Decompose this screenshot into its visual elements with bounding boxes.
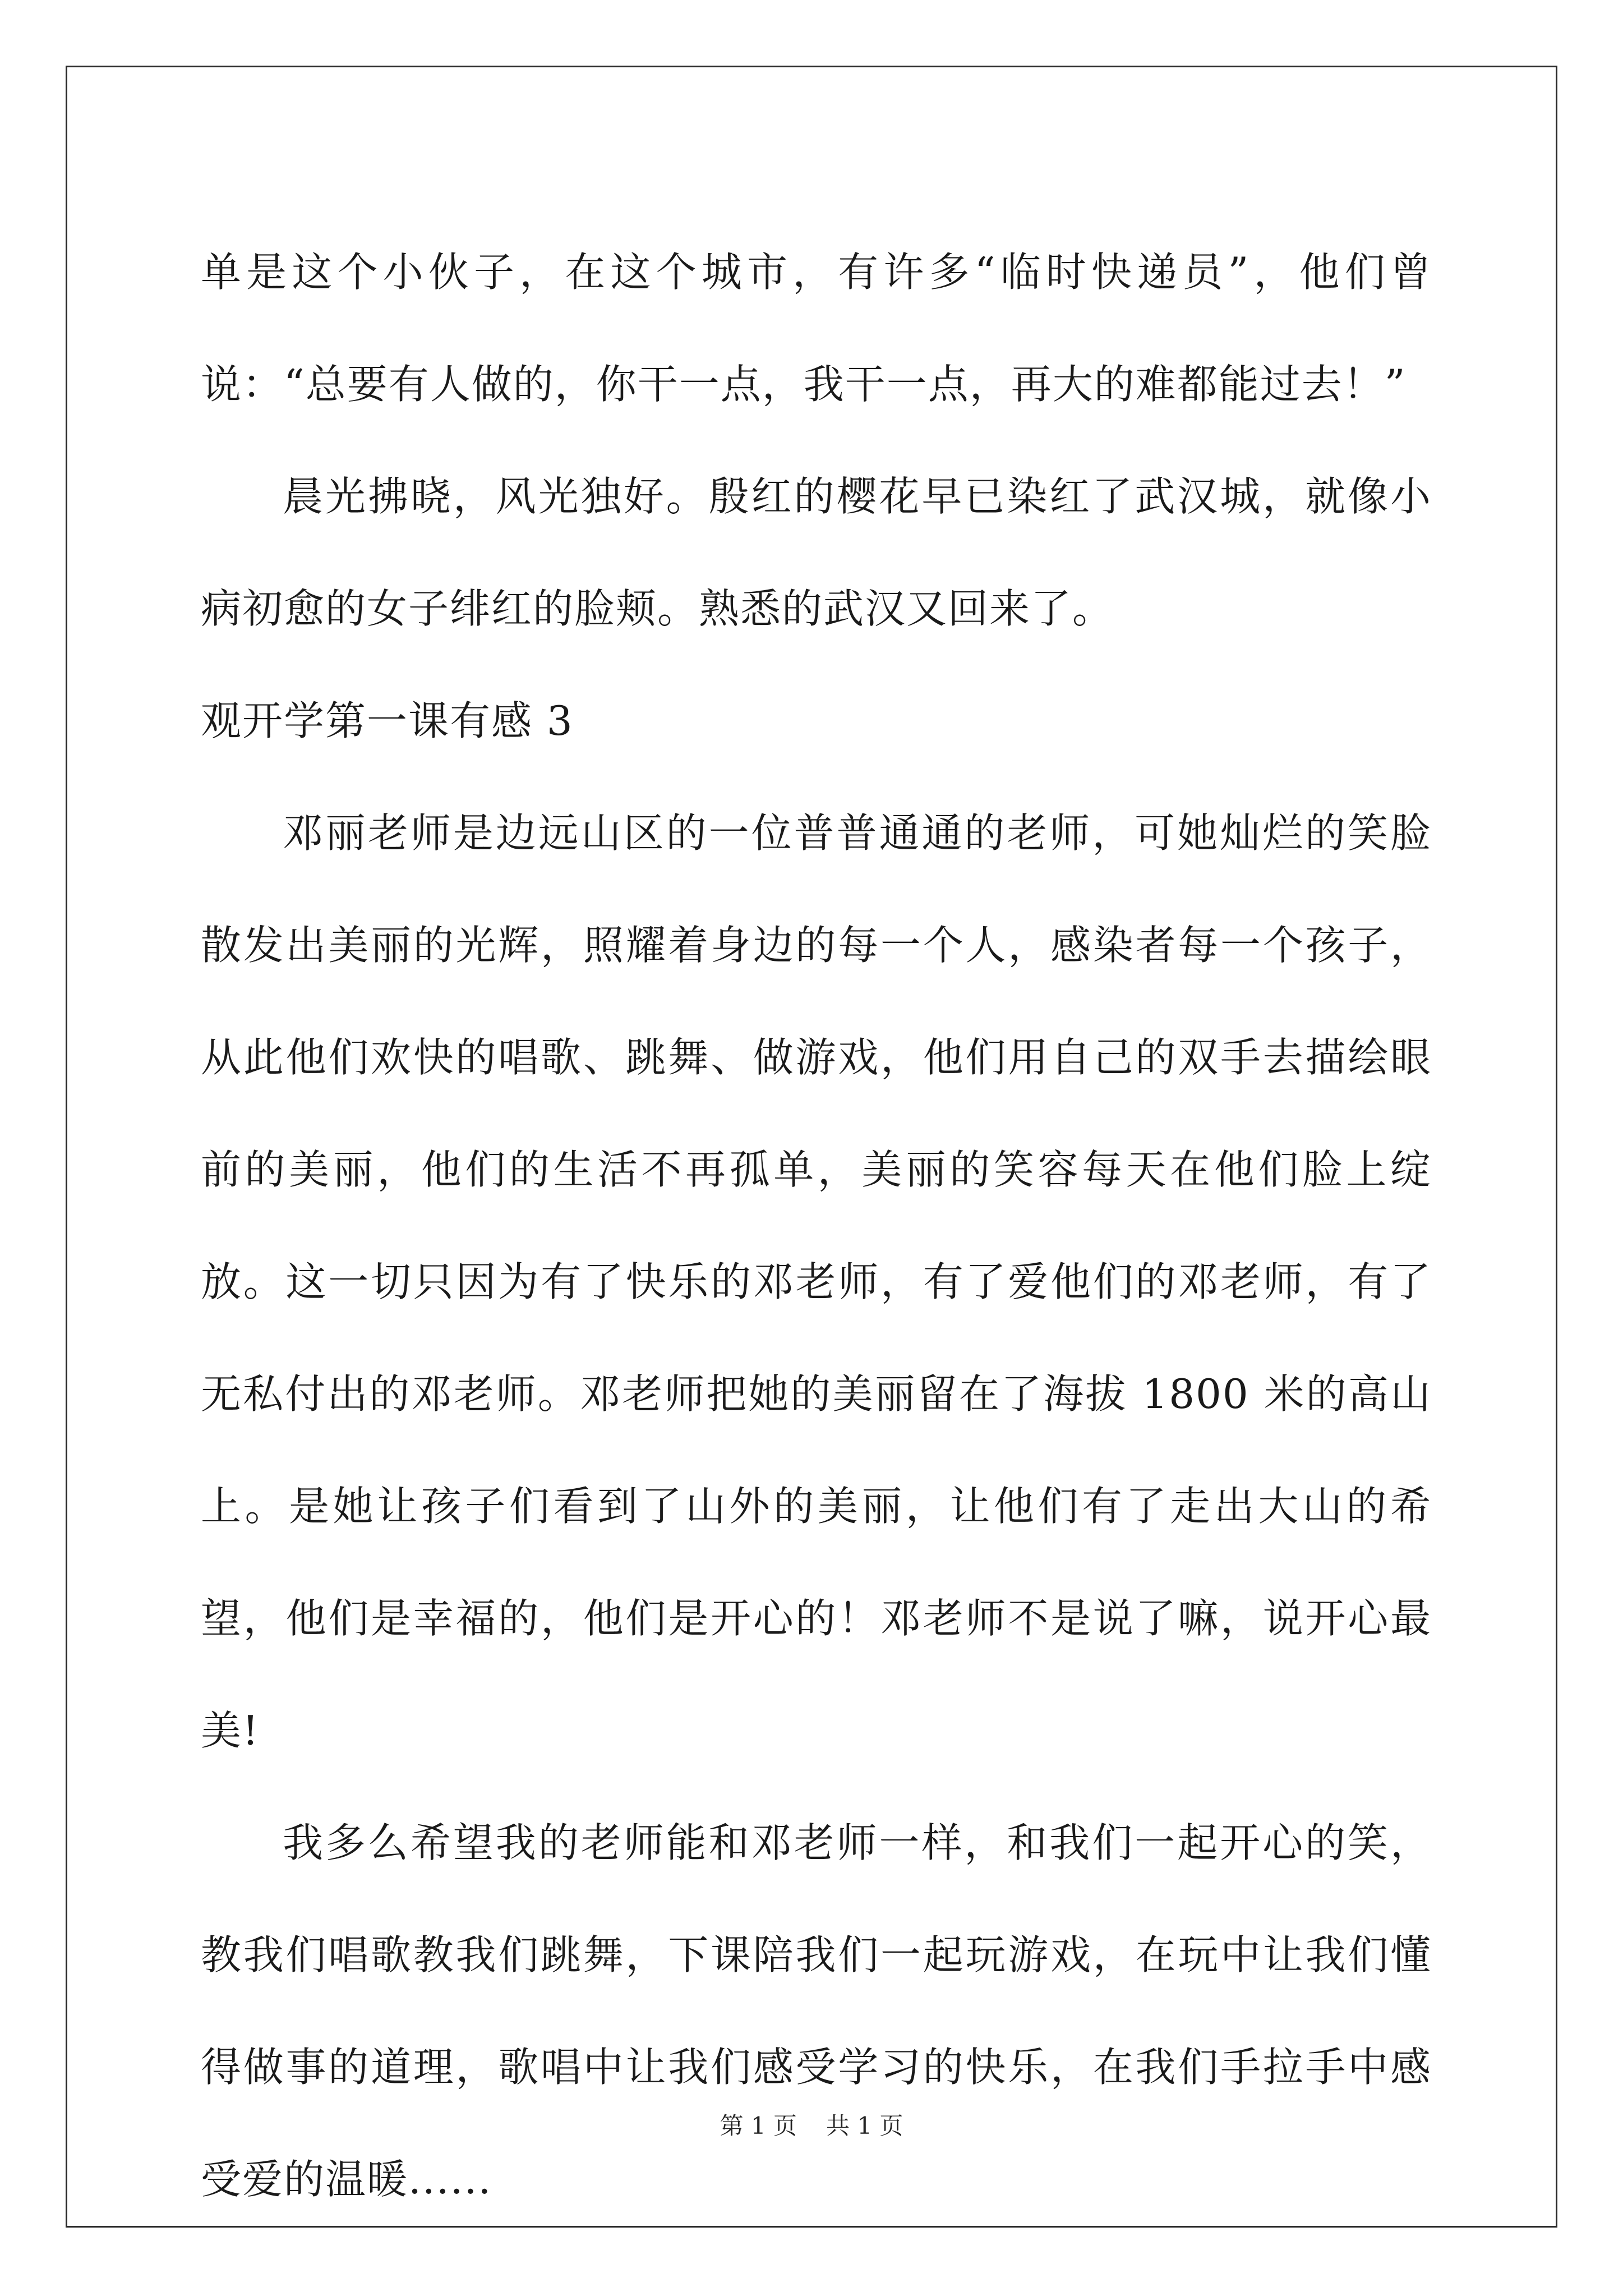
section-heading: 观开学第一课有感 3 <box>201 697 574 744</box>
page-footer <box>0 2109 1623 2143</box>
page-number: 第 1 页 <box>720 2112 797 2139</box>
paragraph-morning-light: 晨光拂晓，风光独好。殷红的樱花早已染红了武汉城，就像小病初愈的女子绯红的脸颊。熟悉的武汉又回来了。 <box>201 473 1432 632</box>
paragraph-wish: 我多么希望我的老师能和邓老师一样，和我们一起开心的笑，教我们唱歌教我们跳舞，下课陪我们一起玩游戏，在玩中让我们懂得做事的道理，歌唱中让我们感受学习的快乐，在我们手拉手中感受爱的温暖...... <box>201 1819 1432 2203</box>
paragraph-teacher-deng: 邓丽老师是边远山区的一位普普通通的老师，可她灿烂的笑脸散发出美丽的光辉，照耀着身边的每一个人，感染者每一个孩子，从此他们欢快的唱歌、跳舞、做游戏，他们用自己的双手去描绘眼前的美丽，他们的生活不再孤单，美丽的笑容每天在他们脸上绽放。这一切只因为有了快乐的邓老师，有了爱他们的邓老师，有了无私付出的邓老师。邓老师把她的美丽留在了海拔 1800 米的高山上。是她让孩子们看到了山外的美丽，让他们有了走出大山的希望，他们是幸福的，他们是开心的！邓老师不是说了嘛，说开心最美! <box>201 809 1432 1754</box>
paragraph-continuation: 单是这个小伙子，在这个城市，有许多“临时快递员”，他们曾说：“总要有人做的，你干一点，我干一点，再大的难都能过去！” <box>201 249 1432 408</box>
document-body <box>201 216 1432 2235</box>
page-total: 共 1 页 <box>826 2112 903 2139</box>
